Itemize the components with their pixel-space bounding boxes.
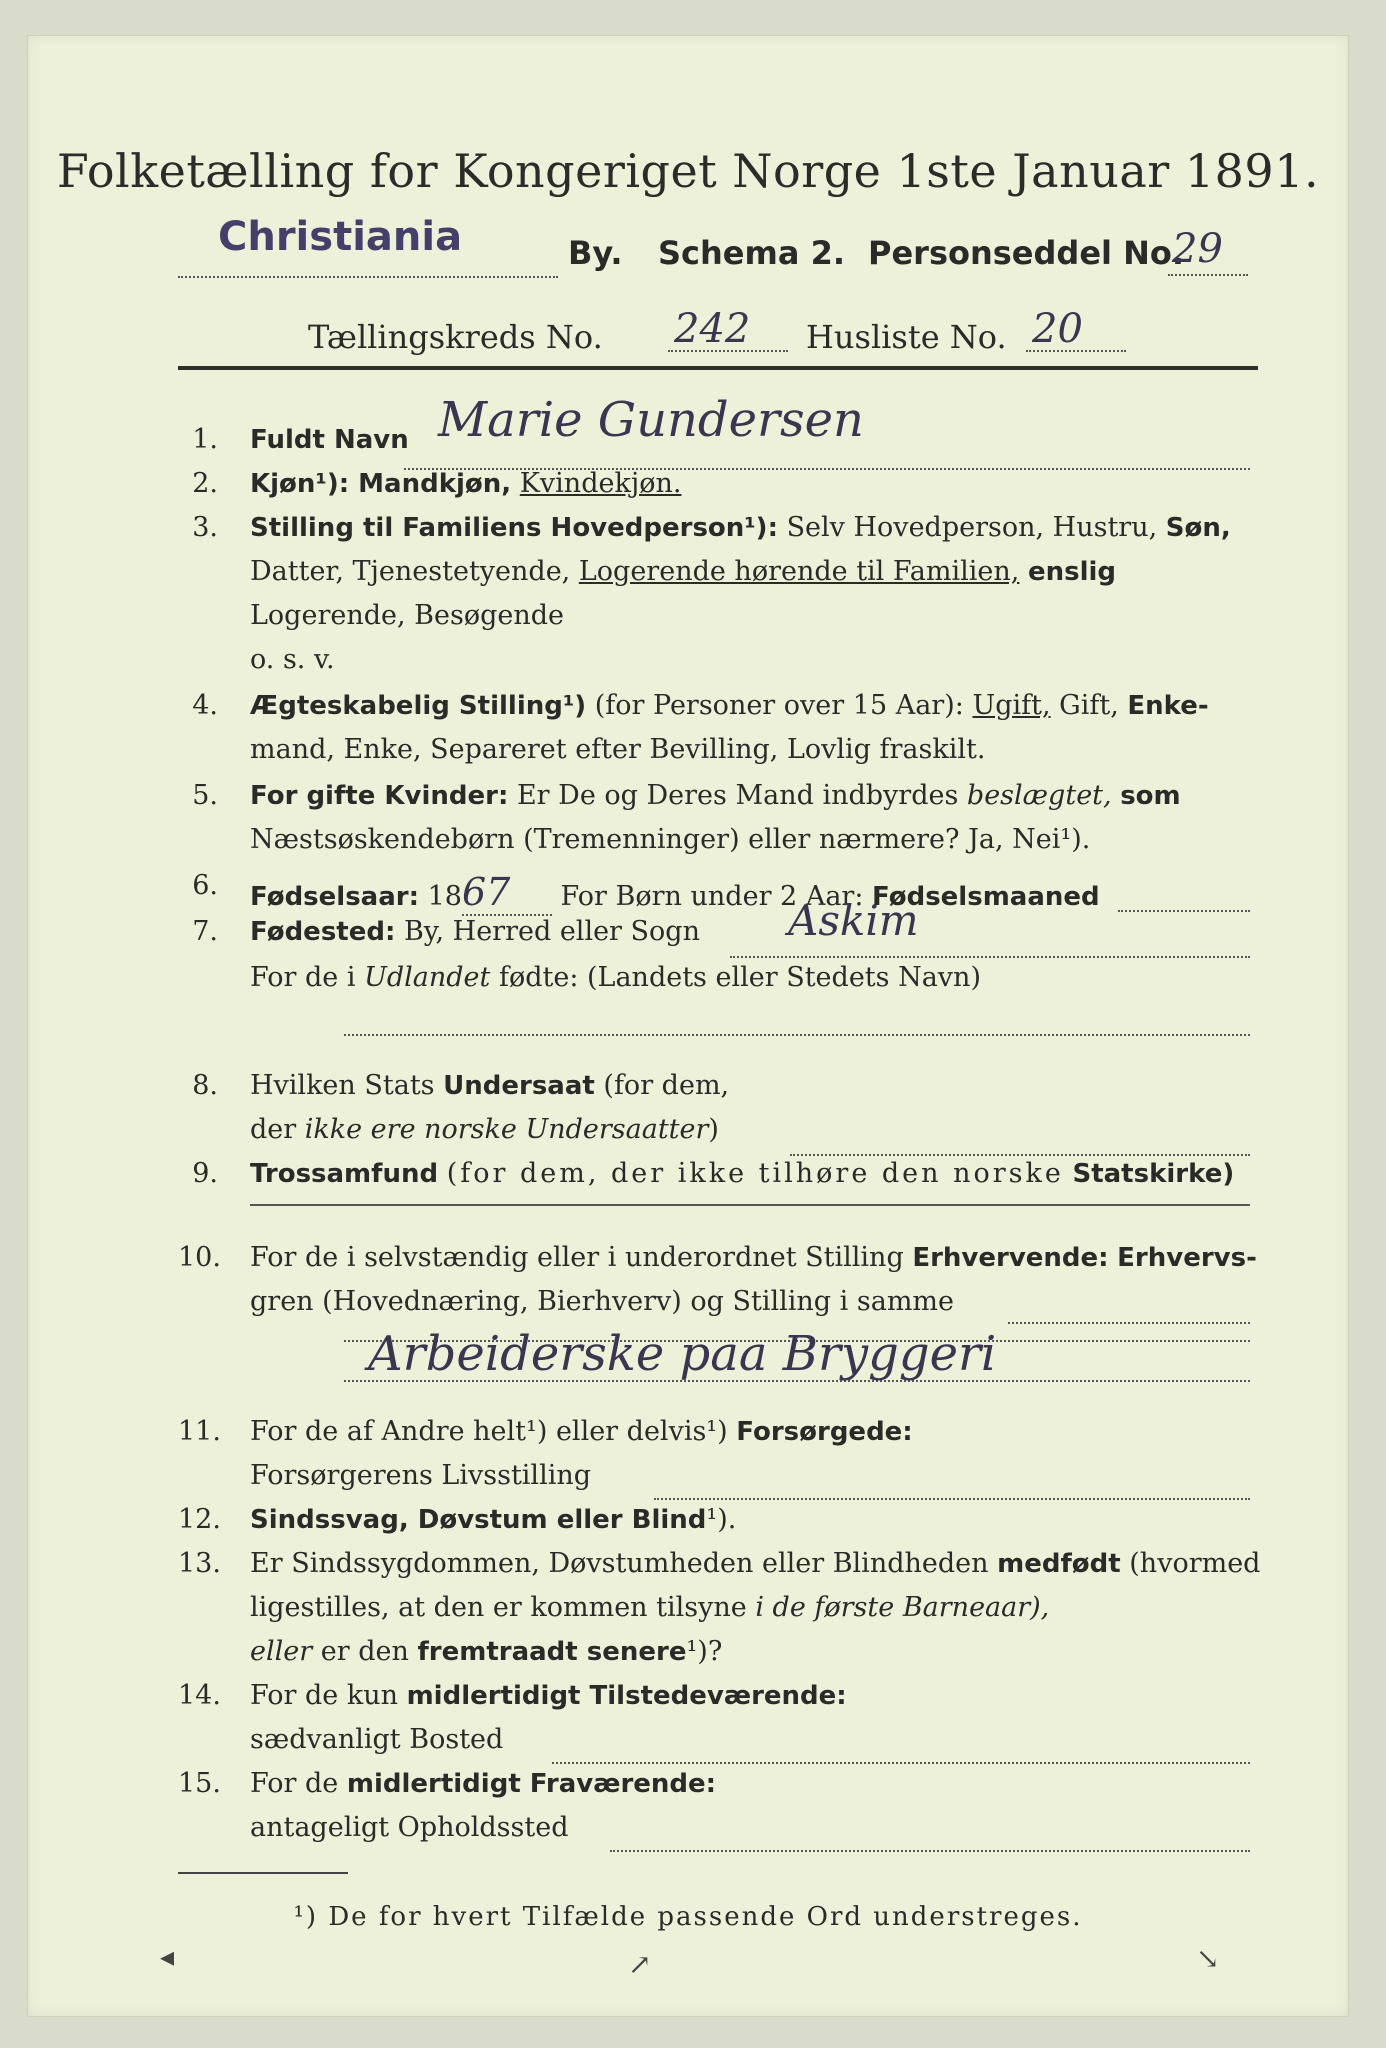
personseddel-value: 29 [1172,226,1223,272]
corner-mark-left-icon: ◂ [160,1940,175,1973]
husliste-field [1026,304,1126,352]
item-14-line2: sædvanligt Bosted [250,1724,504,1755]
item-12-num: 12. [178,1504,221,1535]
item-14-line1: For de kun midlertidigt Tilstedeværende: [250,1680,847,1711]
corner-mark-right-icon: ↘ [1196,1942,1220,1975]
item-5-line1: For gifte Kvinder: Er De og Deres Mand indbyrdes beslægtet, som [250,780,1181,811]
item-9-num: 9. [192,1158,218,1189]
taellingskreds-label: Tællingskreds No. [308,318,603,356]
city-field [178,214,558,278]
item-13-line3: eller er den fremtraadt senere¹)? [250,1636,723,1667]
item-3-line2: Datter, Tjenestetyende, Logerende hørende til Familien, enslig [250,556,1117,587]
item-3-line1: Stilling til Familiens Hovedperson¹): Selv Hovedperson, Hustru, Søn, [250,512,1231,543]
item-10-value: Arbeiderske paa Bryggeri [368,1326,997,1382]
item-7-line2: For de i Udlandet fødte: (Landets eller Stedets Navn) [250,962,981,993]
footnote-rule [178,1872,348,1874]
item-4-line2: mand, Enke, Separeret efter Bevilling, Lovlig fraskilt. [250,734,986,765]
item-9-rule [250,1204,1250,1206]
item-6-field [1118,882,1250,912]
item-6-num: 6. [192,870,218,901]
item-15-field [610,1822,1250,1852]
taellingskreds-value: 242 [674,306,751,352]
item-9-line1: Trossamfund (for dem, der ikke tilhøre den norske Statskirke) [250,1158,1235,1189]
item-7-value: Askim [788,896,919,945]
item-13-line2: ligestilles, at den er kommen tilsyne i de første Barneaar), [250,1592,1050,1623]
personseddel-field [1168,226,1248,276]
item-8-line2: der ikke ere norske Undersaatter) [250,1114,719,1145]
city-value: Christiania [218,214,463,260]
item-1-num: 1. [192,424,218,455]
personseddel-label: Personseddel No. [868,234,1185,272]
header-rule [178,366,1258,370]
husliste-label: Husliste No. [806,318,1007,356]
item-6-value: 67 [462,870,552,916]
item-15-num: 15. [178,1768,221,1799]
item-3-num: 3. [192,512,218,543]
item-1-value: Marie Gundersen [438,392,864,448]
schema-label: Schema 2. [658,234,845,272]
item-5-line2: Næstsøskendebørn (Tremenninger) eller nærmere? Ja, Nei¹). [250,824,1091,855]
item-7-line1: Fødested: By, Herred eller Sogn [250,916,700,947]
item-7-num: 7. [192,916,218,947]
item-5-num: 5. [192,780,218,811]
taellingskreds-field [668,304,788,352]
item-3-line3: Logerende, Besøgende [250,600,564,631]
item-11-num: 11. [178,1416,221,1447]
item-15-line1: For de midlertidigt Fraværende: [250,1768,717,1799]
item-2-num: 2. [192,468,218,499]
item-8-line1: Hvilken Stats Undersaat (for dem, [250,1070,730,1101]
item-6-line1: Fødselsaar: 1867 For Børn under 2 Aar: Fødselsmaaned [250,870,1100,914]
by-label: By. [568,234,623,272]
item-4-line1: Ægteskabelig Stilling¹) (for Personer over 15 Aar): Ugift, Gift, Enke- [250,690,1209,721]
item-14-field [552,1734,1250,1764]
footnote: ¹) De for hvert Tilfælde passende Ord understreges. [293,1902,1083,1932]
item-8-num: 8. [192,1070,218,1101]
item-2-text: Kjøn¹): Mandkjøn, Kvindekjøn. [250,468,682,499]
item-7-abroad-field [344,1006,1250,1036]
form-title: Folketælling for Kongeriget Norge 1ste Januar 1891. [56,144,1320,198]
item-10-num: 10. [178,1242,221,1273]
item-8-field [790,1126,1250,1156]
item-11-line1: For de af Andre helt¹) eller delvis¹) Forsørgede: [250,1416,913,1447]
item-1-label: Fuldt Navn [250,425,409,455]
item-11-field [654,1470,1250,1500]
item-10-line1: For de i selvstændig eller i underordnet Stilling Erhvervende: Erhvervs- [250,1242,1257,1273]
item-15-line2: antageligt Opholdssted [250,1812,569,1843]
item-10-field-a [1008,1296,1250,1324]
item-4-num: 4. [192,690,218,721]
corner-mark-center-icon: ↗ [628,1948,652,1981]
item-13-num: 13. [178,1548,221,1579]
item-11-line2: Forsørgerens Livsstilling [250,1460,592,1491]
item-3-line4: o. s. v. [250,644,335,675]
item-10-line2: gren (Hovednæring, Bierhverv) og Stilling i samme [250,1286,955,1317]
census-form [28,36,1348,2016]
husliste-value: 20 [1032,306,1083,352]
item-12-line1: Sindssvag, Døvstum eller Blind¹). [250,1504,737,1535]
item-14-num: 14. [178,1680,221,1711]
item-13-line1: Er Sindssygdommen, Døvstumheden eller Blindheden medfødt (hvormed [250,1548,1261,1579]
